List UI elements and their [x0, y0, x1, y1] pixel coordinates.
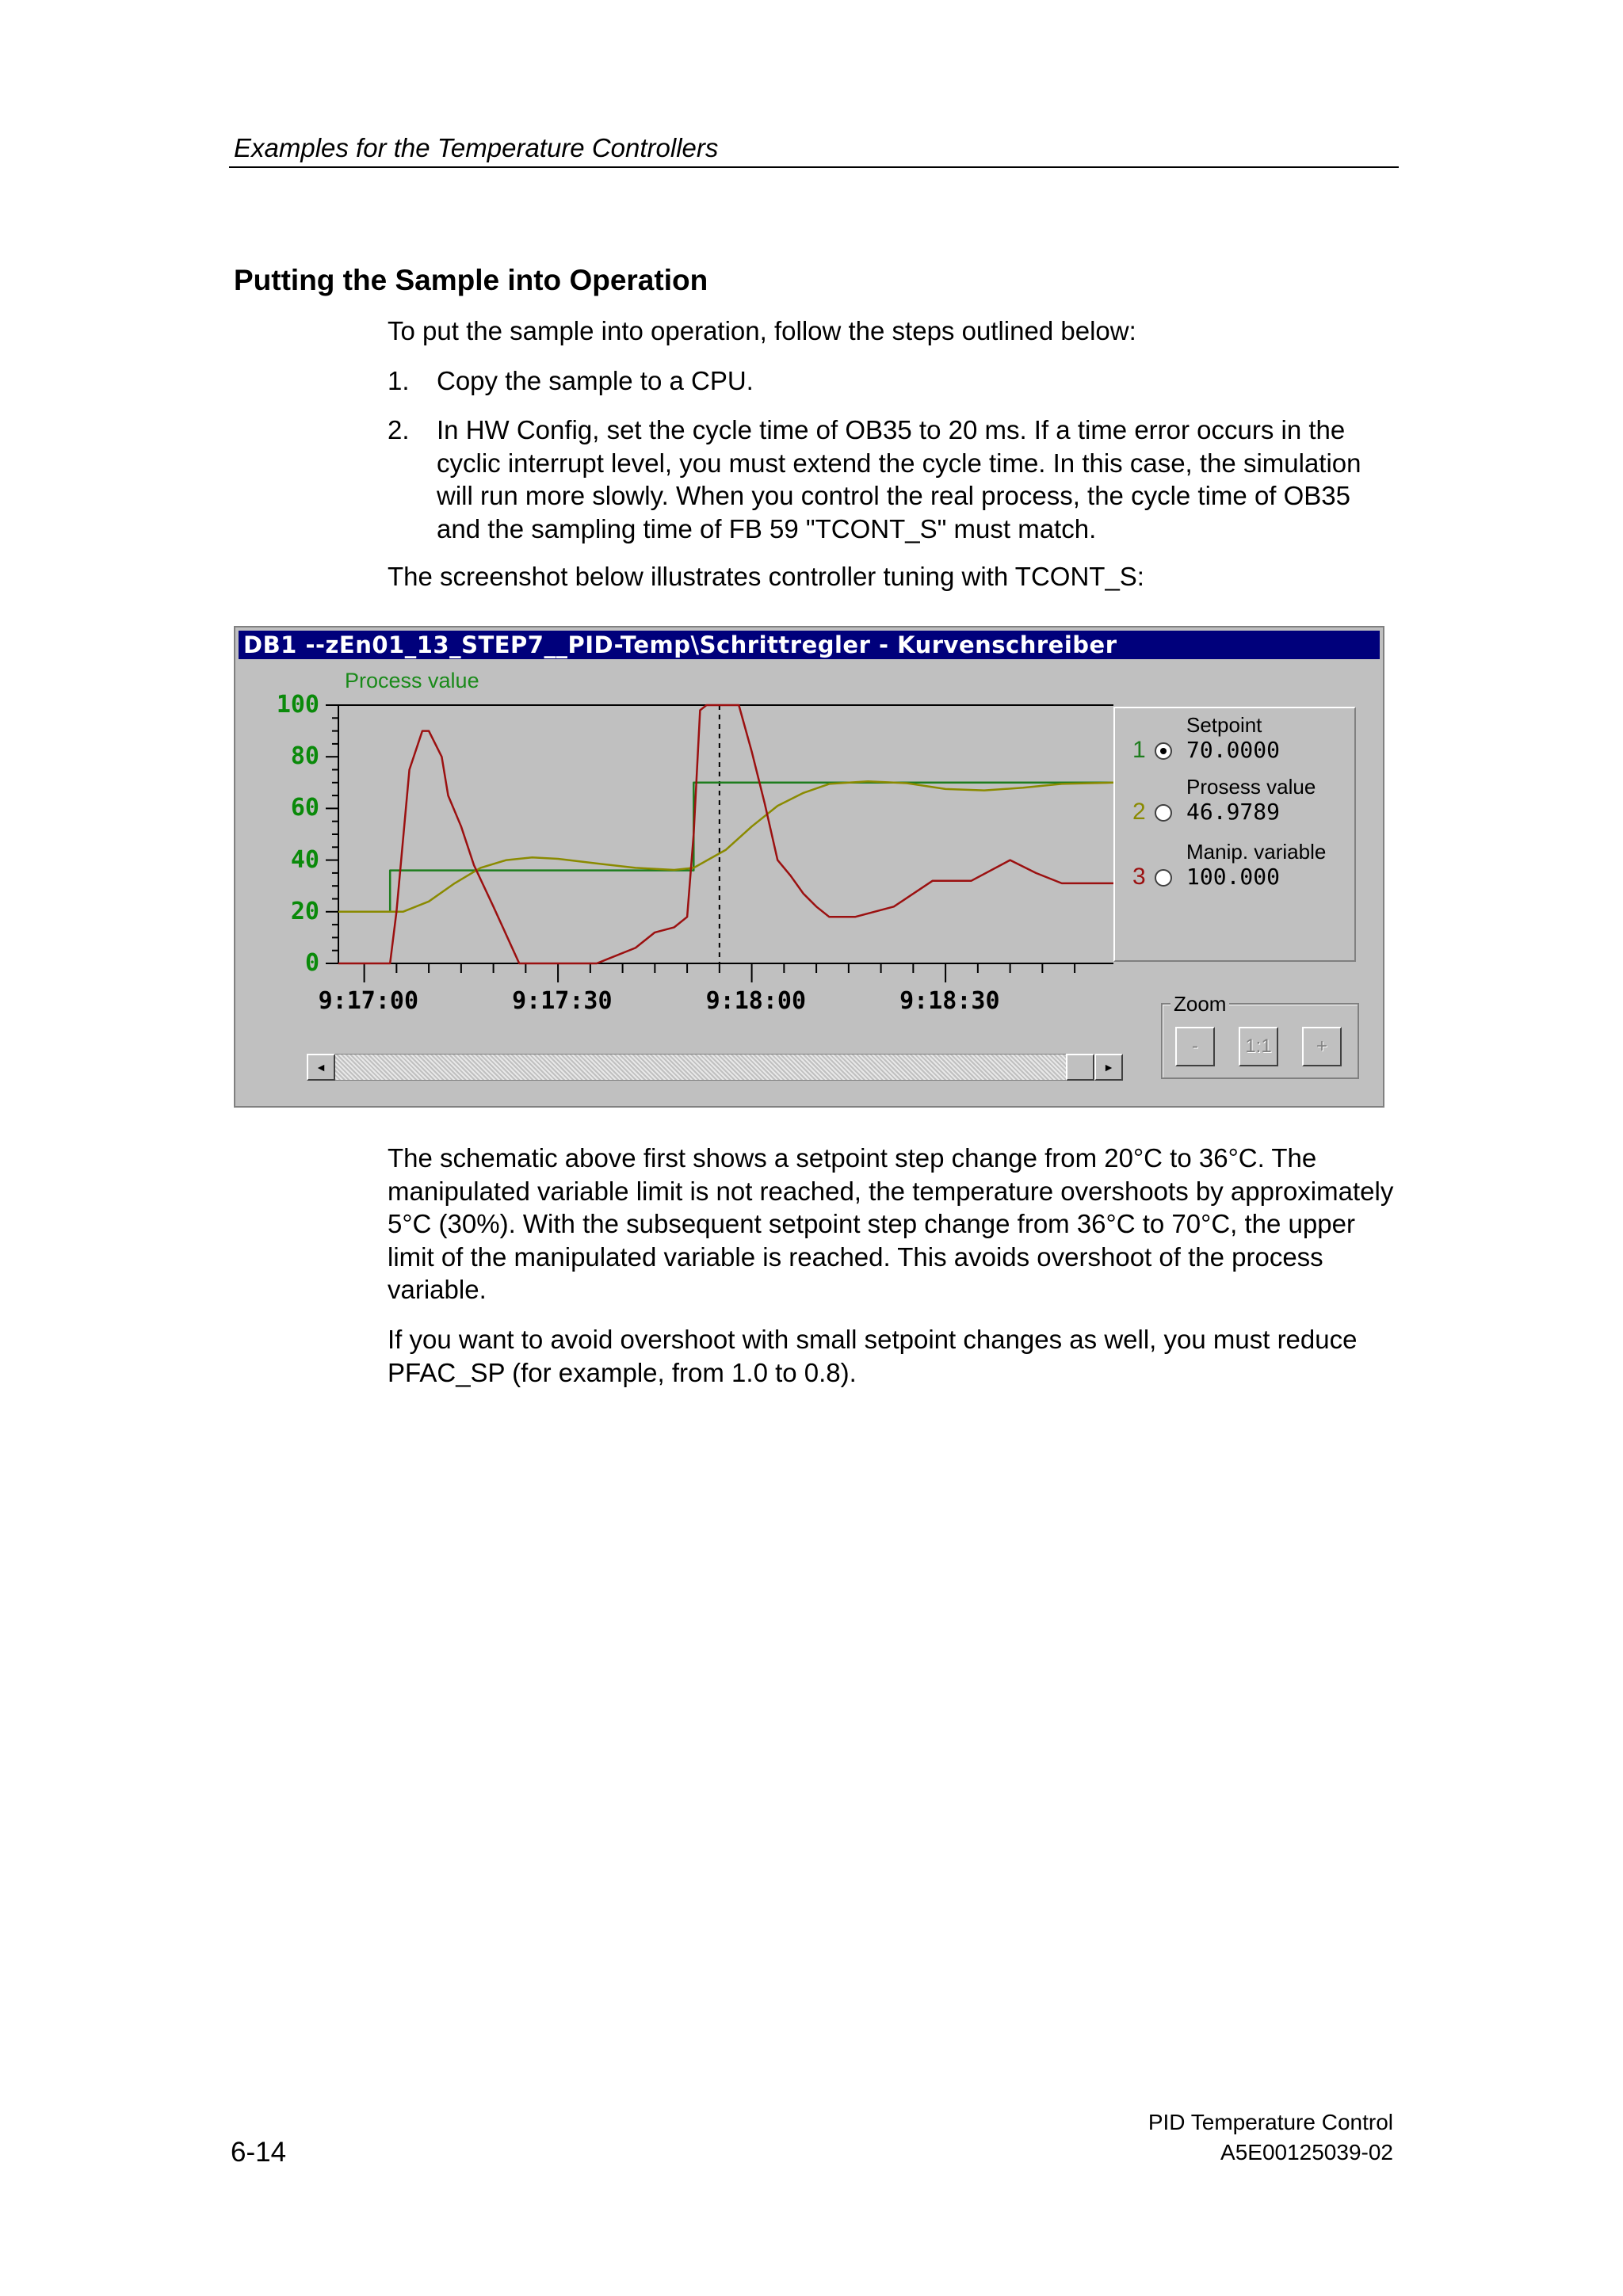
- horizontal-scrollbar[interactable]: [307, 1054, 1123, 1081]
- legend-process-name: Prosess value: [1186, 775, 1316, 799]
- scroll-right-button[interactable]: ►: [1094, 1054, 1123, 1081]
- y-axis-label: Process value: [345, 669, 479, 692]
- x-tick-label: 9:17:30: [512, 987, 613, 1015]
- window-titlebar[interactable]: DB1 --zEn01_13_STEP7__PID-Temp\Schrittregler - Kurvenschreiber: [239, 631, 1380, 659]
- screenshot-intro: The screenshot below illustrates controller tuning with TCONT_S:: [388, 562, 1144, 591]
- zoom-out-button[interactable]: -: [1175, 1027, 1215, 1066]
- step-text: In HW Config, set the cycle time of OB35 to 20 ms. If a time error occurs in the cyclic interrupt level, you must extend the cycle time. In this case, the simulation will run more slowly. When you control the real process, the cycle time of OB35 and the sampling time of FB 59 "TCONT_S" must match.: [437, 415, 1361, 543]
- header-rule: [229, 166, 1399, 168]
- x-tick-label: 9:18:30: [899, 987, 1000, 1015]
- y-tick-label: 40: [290, 845, 319, 874]
- zoom-in-button[interactable]: +: [1302, 1027, 1342, 1066]
- legend-setpoint-number: 1: [1132, 737, 1146, 763]
- step-text: Copy the sample to a CPU.: [437, 366, 754, 395]
- y-tick-label: 0: [304, 949, 319, 977]
- legend-process-number: 2: [1132, 799, 1146, 825]
- x-tick-label: 9:18:00: [705, 987, 807, 1015]
- zoom-reset-button[interactable]: 1:1: [1239, 1027, 1278, 1066]
- running-header: Examples for the Temperature Controllers: [234, 133, 719, 162]
- legend-manip-name: Manip. variable: [1186, 840, 1327, 864]
- legend-setpoint-radio[interactable]: [1155, 742, 1172, 760]
- legend-setpoint-name: Setpoint: [1186, 713, 1262, 737]
- explanation-paragraph-1: The schematic above first shows a setpoint step change from 20°C to 36°C. The manipulated variable limit is not reached, the temperature overshoots by approximately 5°C (30%). With the subsequent setpoint step change from 36°C to 70°C, the upper limit of the manipulated variable is reached. This avoids overshoot of the process variable.: [388, 1143, 1394, 1304]
- footer-doc-number: A5E00125039-02: [1220, 2140, 1393, 2164]
- step-number: 2.: [388, 415, 410, 444]
- y-tick-label: 80: [290, 742, 319, 771]
- plot-area: [338, 705, 1113, 963]
- footer-doc-title: PID Temperature Control: [1148, 2110, 1393, 2134]
- y-tick-label: 60: [290, 794, 319, 822]
- legend-manip-number: 3: [1132, 864, 1146, 890]
- legend-manip-value: 100.000: [1186, 864, 1281, 890]
- footer-page-number: 6-14: [231, 2137, 287, 2168]
- y-tick-label: 100: [276, 691, 319, 719]
- section-heading: Putting the Sample into Operation: [234, 264, 708, 296]
- legend-manip-radio[interactable]: [1155, 869, 1172, 887]
- legend-setpoint-value: 70.0000: [1186, 737, 1281, 763]
- explanation-paragraph-2: If you want to avoid overshoot with small setpoint changes as well, you must reduce PFAC_SP (for example, from 1.0 to 0.8).: [388, 1325, 1358, 1387]
- legend-process-radio[interactable]: [1155, 804, 1172, 822]
- scroll-left-button[interactable]: ◄: [307, 1054, 335, 1081]
- legend-process-value: 46.9789: [1186, 799, 1281, 825]
- scroll-thumb[interactable]: [1066, 1054, 1094, 1081]
- trend-recorder-window: [234, 626, 1384, 1108]
- y-tick-label: 20: [290, 897, 319, 925]
- step-number: 1.: [388, 366, 410, 395]
- zoom-label: Zoom: [1170, 992, 1229, 1016]
- intro-paragraph: To put the sample into operation, follow the steps outlined below:: [388, 316, 1136, 345]
- x-tick-label: 9:17:00: [318, 987, 419, 1015]
